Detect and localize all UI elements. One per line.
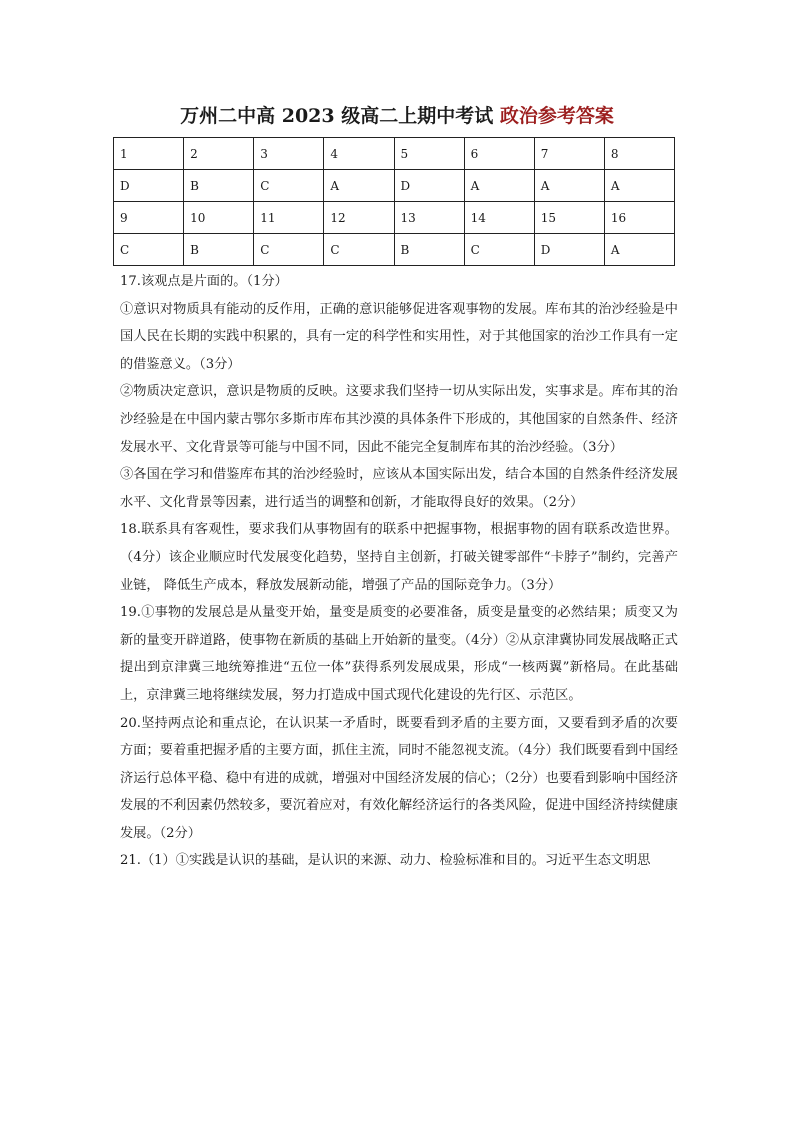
answer-table-cell: 11 bbox=[254, 202, 324, 234]
answer-table-cell: C bbox=[324, 234, 394, 266]
answer-table-cell: 7 bbox=[534, 138, 604, 170]
answer-table-cell: 3 bbox=[254, 138, 324, 170]
answer-table-cell: 12 bbox=[324, 202, 394, 234]
answer-table-cell: 6 bbox=[464, 138, 534, 170]
answer-table-cell: 13 bbox=[394, 202, 464, 234]
answer-table-cell: 14 bbox=[464, 202, 534, 234]
answer-table-cell: 9 bbox=[114, 202, 184, 234]
answer-table-cell: A bbox=[604, 234, 674, 266]
answer-19: 19.①事物的发展总是从量变开始，量变是质变的必要准备，质变是量变的必然结果；质变又为新的量变开辟道路，使事物在新质的基础上开始新的量变。（4分）②从京津冀协同发展战略正式提出到京津冀三地统筹推进“五位一体”获得系列发展成果，形成“一核两翼”新格局。在此基础上，京津冀三地将继续发展，努力打造成中国式现代化建设的先行区、示范区。 bbox=[120, 605, 678, 703]
answer-table-cell: D bbox=[114, 170, 184, 202]
answer-table-cell: 2 bbox=[184, 138, 254, 170]
answer-table-cell: C bbox=[114, 234, 184, 266]
answer-table-cell: 15 bbox=[534, 202, 604, 234]
answer-table-row bbox=[114, 170, 675, 202]
answer-table-cell: 1 bbox=[114, 138, 184, 170]
answer-table-cell: B bbox=[184, 234, 254, 266]
title-accent: 政治参考答案 bbox=[499, 105, 614, 127]
answer-table-cell: 4 bbox=[324, 138, 394, 170]
answer-18: 18.联系具有客观性，要求我们从事物固有的联系中把握事物，根据事物的固有联系改造世界。（4分）该企业顺应时代发展变化趋势，坚持自主创新，打破关键零部件“卡脖子”制约，完善产业链， 降低生产成本，释放发展新动能，增强了产品的国际竞争力。（3分） bbox=[120, 522, 678, 593]
answer-table-cell: A bbox=[534, 170, 604, 202]
answer-table-cell: B bbox=[184, 170, 254, 202]
answer-table-row bbox=[114, 202, 675, 234]
answer-body-text bbox=[120, 268, 678, 875]
answer-table-cell: B bbox=[394, 234, 464, 266]
document-title bbox=[0, 103, 794, 129]
answer-table-cell: D bbox=[394, 170, 464, 202]
answer-17-header: 17.该观点是片面的。（1分） bbox=[120, 274, 288, 289]
answer-table bbox=[113, 137, 675, 266]
answer-table-cell: C bbox=[464, 234, 534, 266]
answer-table-cell: C bbox=[254, 234, 324, 266]
answer-21-start: 21.（1）①实践是认识的基础，是认识的来源、动力、检验标准和目的。习近平生态文明思 bbox=[120, 853, 651, 869]
answer-table-row bbox=[114, 138, 675, 170]
answer-table-cell: 5 bbox=[394, 138, 464, 170]
answer-table-cell: 10 bbox=[184, 202, 254, 234]
answer-table-cell: 8 bbox=[604, 138, 674, 170]
answer-17-point-2: ②物质决定意识，意识是物质的反映。这要求我们坚持一切从实际出发，实事求是。库布其的治沙经验是在中国内蒙古鄂尔多斯市库布其沙漠的具体条件下形成的，其他国家的自然条件、经济发展水平、文化背景等可能与中国不同，因此不能完全复制库布其的治沙经验。（3分） bbox=[120, 384, 678, 455]
answer-table-cell: C bbox=[254, 170, 324, 202]
answer-17-point-3: ③各国在学习和借鉴库布其的治沙经验时，应该从本国实际出发，结合本国的自然条件经济发展水平、文化背景等因素，进行适当的调整和创新，才能取得良好的效果。（2分） bbox=[120, 467, 678, 510]
title-main: 万州二中高 2023 级高二上期中考试 bbox=[180, 105, 494, 127]
answer-table-cell: A bbox=[464, 170, 534, 202]
answer-20: 20.坚持两点论和重点论，在认识某一矛盾时，既要看到矛盾的主要方面，又要看到矛盾的次要方面；要着重把握矛盾的主要方面，抓住主流，同时不能忽视支流。（4分）我们既要看到中国经济运行总体平稳、稳中有进的成就，增强对中国经济发展的信心；（2分）也要看到影响中国经济发展的不利因素仍然较多，要沉着应对，有效化解经济运行的各类风险，促进中国经济持续健康发展。（2分） bbox=[120, 715, 678, 841]
answer-table-cell: A bbox=[604, 170, 674, 202]
answer-table-row bbox=[114, 234, 675, 266]
answer-table-cell: D bbox=[534, 234, 604, 266]
answer-table-cell: A bbox=[324, 170, 394, 202]
answer-table-cell: 16 bbox=[604, 202, 674, 234]
answer-17-point-1: ①意识对物质具有能动的反作用，正确的意识能够促进客观事物的发展。库布其的治沙经验是中国人民在长期的实践中积累的，具有一定的科学性和实用性，对于其他国家的治沙工作具有一定的借鉴意义。（3分） bbox=[120, 301, 678, 372]
